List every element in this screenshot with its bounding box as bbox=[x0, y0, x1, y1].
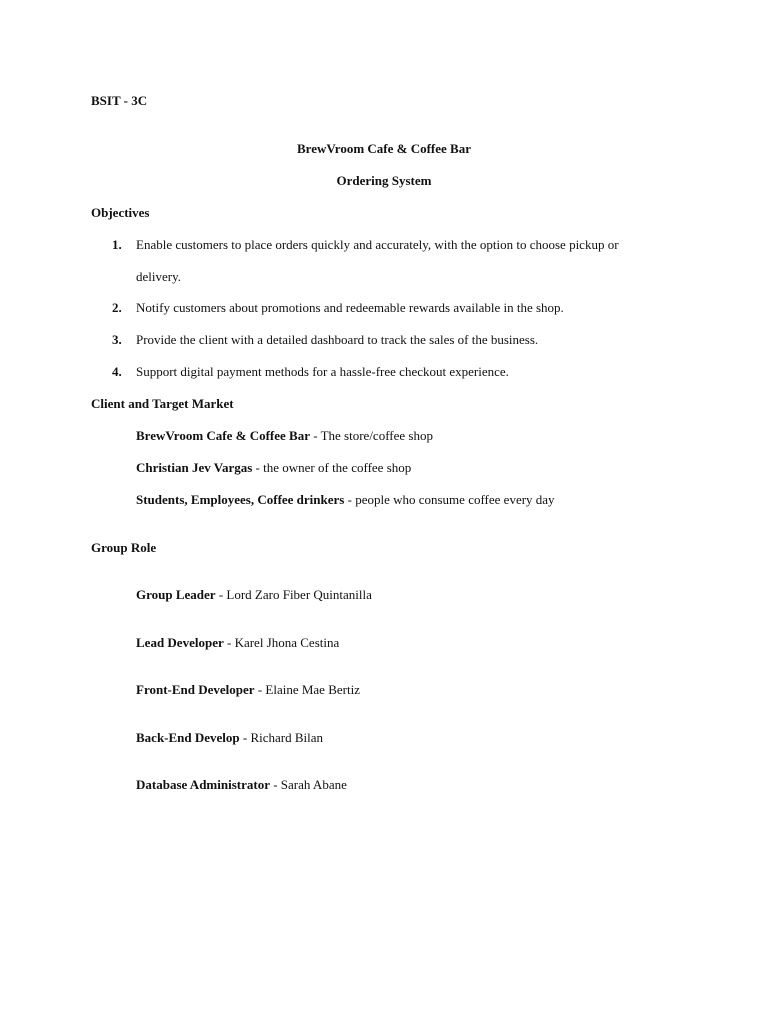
role-item bbox=[136, 587, 372, 603]
role-item bbox=[136, 635, 339, 651]
group-role-heading: Group Role bbox=[91, 540, 157, 555]
client-desc: - the owner of the coffee shop bbox=[252, 460, 412, 475]
objective-text-continued: delivery. bbox=[136, 269, 181, 284]
objective-number: 4. bbox=[112, 364, 122, 379]
objective-number: 1. bbox=[112, 237, 122, 252]
objective-text: Support digital payment methods for a hassle-free checkout experience. bbox=[136, 364, 509, 379]
role-title: Group Leader bbox=[136, 587, 216, 602]
objective-text: Enable customers to place orders quickly and accurately, with the option to choose pickup or bbox=[136, 237, 619, 252]
role-item bbox=[136, 777, 347, 793]
role-member: - Elaine Mae Bertiz bbox=[254, 682, 360, 697]
role-title: Back-End Develop bbox=[136, 730, 240, 745]
objective-number: 2. bbox=[112, 300, 122, 315]
client-item bbox=[136, 492, 555, 508]
role-title: Front-End Developer bbox=[136, 682, 255, 697]
role-item bbox=[136, 730, 323, 746]
client-heading: Client and Target Market bbox=[91, 396, 234, 411]
role-member: - Lord Zaro Fiber Quintanilla bbox=[215, 587, 372, 602]
objective-text: Notify customers about promotions and redeemable rewards available in the shop. bbox=[136, 300, 564, 315]
role-member: - Sarah Abane bbox=[269, 777, 347, 792]
role-title: Database Administrator bbox=[136, 777, 270, 792]
client-term: Students, Employees, Coffee drinkers bbox=[136, 492, 345, 507]
role-title: Lead Developer bbox=[136, 635, 224, 650]
client-term: Christian Jev Vargas bbox=[136, 460, 253, 475]
document-title: BrewVroom Cafe & Coffee Bar bbox=[297, 141, 471, 156]
section-label: BSIT - 3C bbox=[91, 93, 148, 108]
document-subtitle: Ordering System bbox=[336, 173, 432, 188]
objective-number: 3. bbox=[112, 332, 122, 347]
objective-text: Provide the client with a detailed dashboard to track the sales of the business. bbox=[136, 332, 539, 347]
client-term: BrewVroom Cafe & Coffee Bar bbox=[136, 428, 310, 443]
role-member: - Karel Jhona Cestina bbox=[223, 635, 340, 650]
role-member: - Richard Bilan bbox=[239, 730, 324, 745]
client-item bbox=[136, 428, 433, 444]
client-item bbox=[136, 460, 411, 476]
client-desc: - people who consume coffee every day bbox=[344, 492, 555, 507]
client-desc: - The store/coffee shop bbox=[310, 428, 433, 443]
objectives-heading: Objectives bbox=[91, 205, 150, 220]
role-item bbox=[136, 682, 360, 698]
